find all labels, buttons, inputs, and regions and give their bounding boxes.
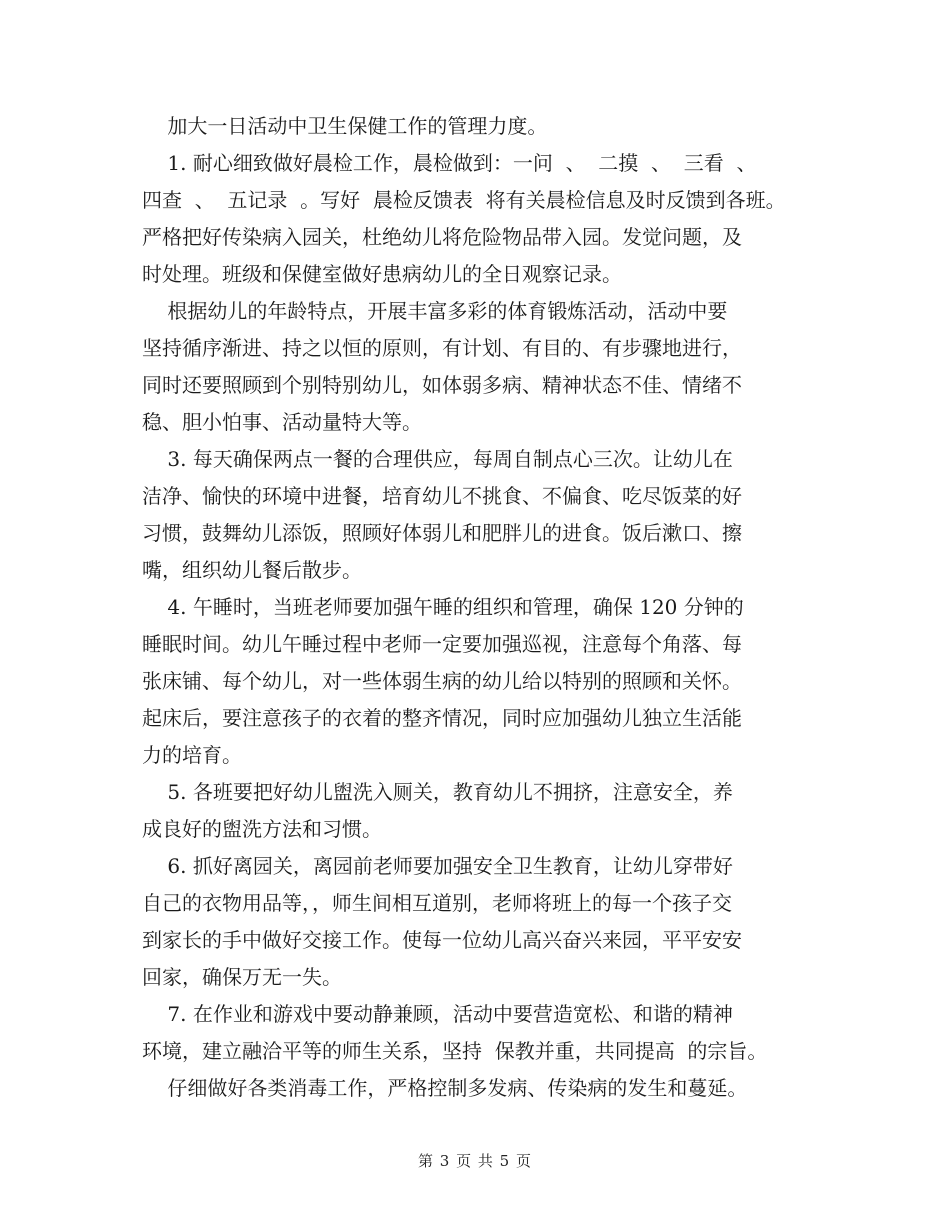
text-line: 洁净、愉快的环境中进餐，培育幼儿不挑食、不偏食、吃尽饭菜的好	[142, 484, 742, 508]
text-line: 3. 每天确保两点一餐的合理供应，每周自制点心三次。让幼儿在	[142, 447, 733, 471]
text-line: 严格把好传染病入园关，杜绝幼儿将危险物品带入园。发觉问题，及	[142, 225, 742, 249]
text-line: 起床后，要注意孩子的衣着的整齐情况，同时应加强幼儿独立生活能	[142, 706, 742, 730]
text-line: 稳、胆小怕事、活动量特大等。	[142, 410, 422, 434]
text-line: 时处理。班级和保健室做好患病幼儿的全日观察记录。	[142, 262, 622, 286]
text-line: 回家，确保万无一失。	[142, 965, 342, 989]
text-line: 自己的衣物用品等，，师生间相互道别，老师将班上的每一个孩子交	[142, 891, 732, 915]
text-line: 坚持循序渐进、持之以恒的原则，有计划、有目的、有步骤地进行，	[142, 336, 742, 360]
text-line: 同时还要照顾到个别特别幼儿，如体弱多病、精神状态不佳、情绪不	[142, 373, 742, 397]
text-line: 5. 各班要把好幼儿盥洗入厕关，教育幼儿不拥挤，注意安全，养	[142, 780, 733, 804]
text-line: 加大一日活动中卫生保健工作的管理力度。	[142, 114, 548, 138]
text-line: 6. 抓好离园关，离园前老师要加强安全卫生教育，让幼儿穿带好	[142, 854, 733, 878]
text-line: 1. 耐心细致做好晨检工作，晨检做到：一问 、 二摸 、 三看 、	[142, 151, 757, 175]
text-line: 环境，建立融洽平等的师生关系，坚持 保教并重，共同提高 的宗旨。	[142, 1039, 768, 1063]
text-line: 成良好的盥洗方法和习惯。	[142, 817, 382, 841]
text-line: 嘴，组织幼儿餐后散步。	[142, 558, 362, 582]
page-number-footer: 第 3 页 共 5 页	[418, 1152, 532, 1170]
text-line: 根据幼儿的年龄特点，开展丰富多彩的体育锻炼活动，活动中要	[142, 299, 728, 323]
text-line: 4. 午睡时，当班老师要加强午睡的组织和管理，确保 120 分钟的	[142, 595, 744, 619]
text-line: 到家长的手中做好交接工作。使每一位幼儿高兴奋兴来园，平平安安	[142, 928, 742, 952]
text-line: 习惯，鼓舞幼儿添饭，照顾好体弱儿和肥胖儿的进食。饭后漱口、擦	[142, 521, 742, 545]
text-line: 张床铺、每个幼儿，对一些体弱生病的幼儿给以特别的照顾和关怀。	[142, 669, 742, 693]
text-line: 力的培育。	[142, 743, 242, 767]
text-line: 7. 在作业和游戏中要动静兼顾，活动中要营造宽松、和谐的精神	[142, 1002, 733, 1026]
document-body	[142, 108, 822, 1107]
text-line: 仔细做好各类消毒工作，严格控制多发病、传染病的发生和蔓延。	[142, 1076, 748, 1100]
text-line: 睡眠时间。幼儿午睡过程中老师一定要加强巡视，注意每个角落、每	[142, 632, 742, 656]
text-line: 四查 、 五记录 。写好 晨检反馈表 将有关晨检信息及时反馈到各班。	[142, 188, 786, 212]
